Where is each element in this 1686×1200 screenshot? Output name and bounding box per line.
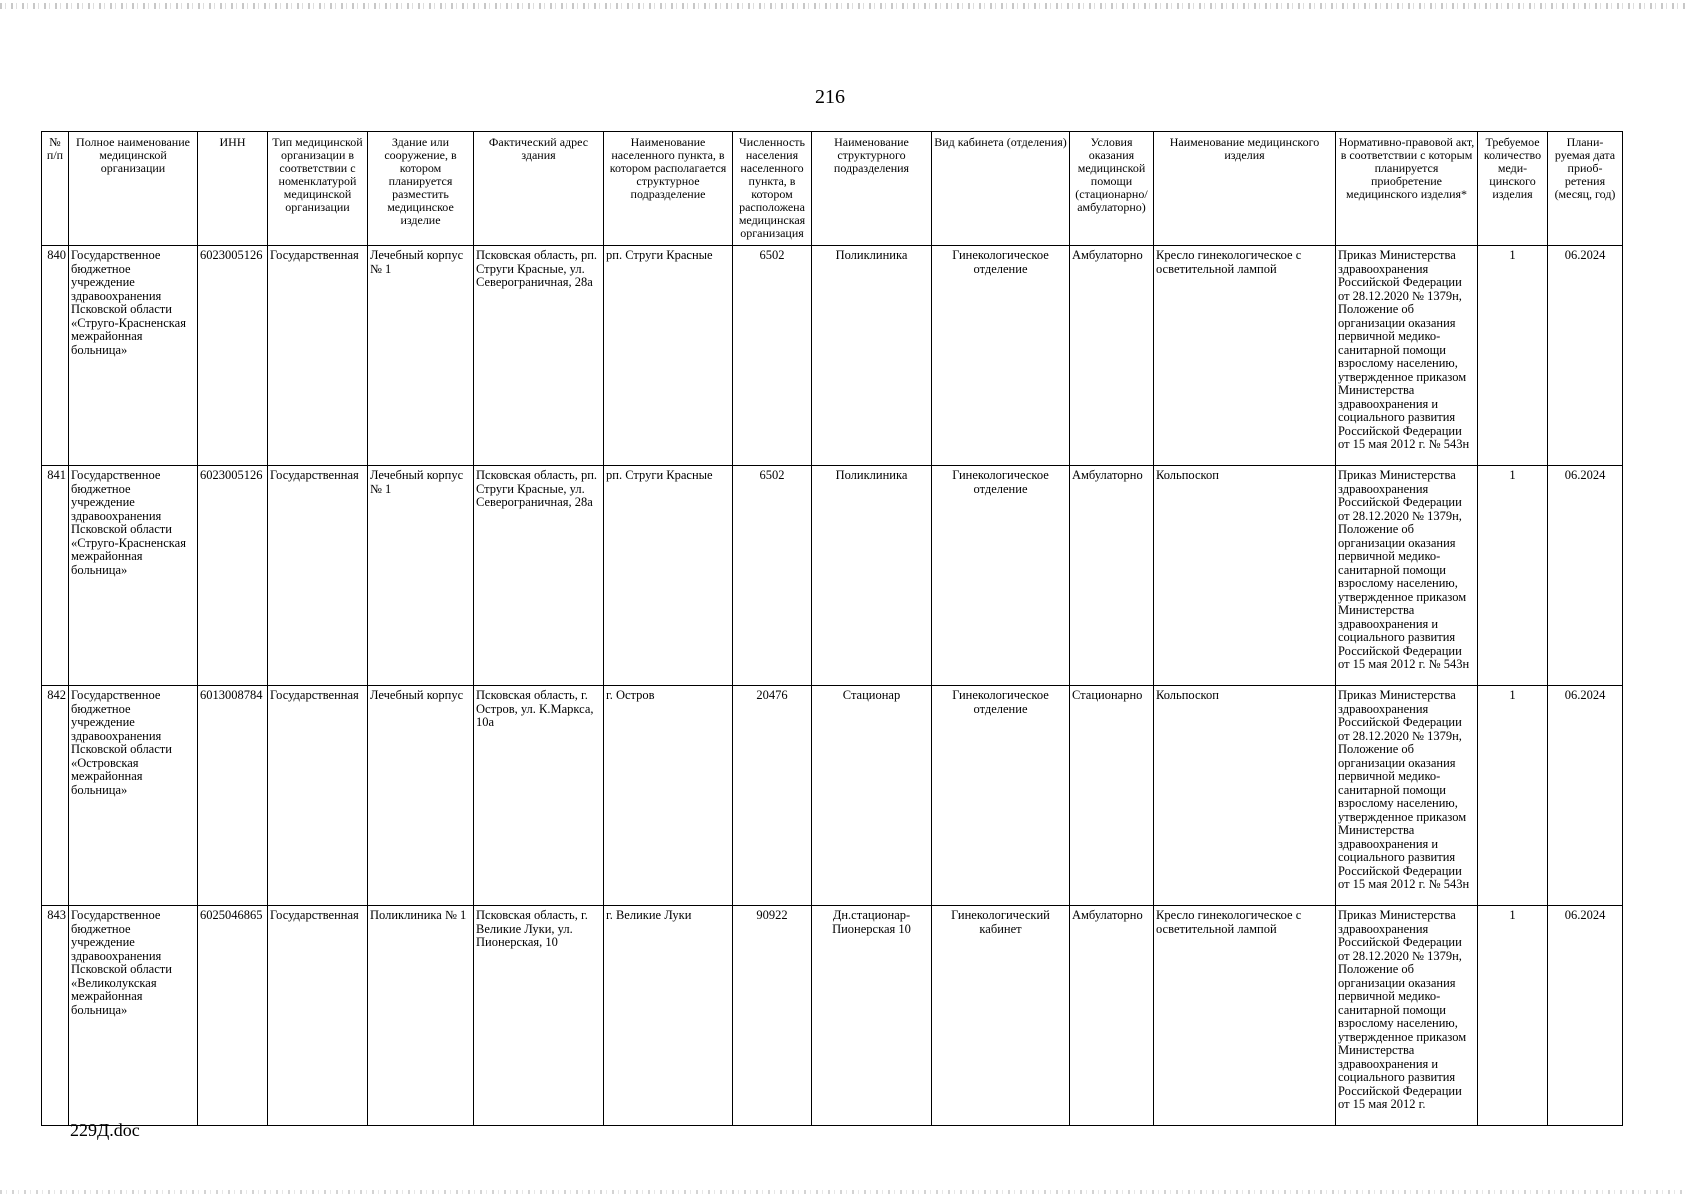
cell-population: 6502: [733, 246, 812, 466]
cell-inn: 6025046865: [198, 906, 268, 1126]
cell-qty: 1: [1478, 466, 1548, 686]
cell-population: 90922: [733, 906, 812, 1126]
cell-room: Гинекологический кабинет: [932, 906, 1070, 1126]
header-num: № п/п: [42, 132, 69, 246]
cell-date: 06.2024: [1548, 686, 1623, 906]
cell-act: Приказ Министерства здравоохранения Российской Федерации от 28.12.2020 № 1379н, Положение об организации оказания первичной медико-санитарной помощи взрослому населению, утвержденное приказом Министерства здравоохранения и социального развития Российской Федерации от 15 мая 2012 г. № 543н: [1336, 466, 1478, 686]
cell-device: Кресло гинекологическое с осветительной лампой: [1154, 246, 1336, 466]
cell-settlement: рп. Струги Красные: [604, 466, 733, 686]
header-settlement: Наименование населенного пункта, в котором располагается структурное подразделение: [604, 132, 733, 246]
cell-num: 843: [42, 906, 69, 1126]
table-row: [42, 686, 1623, 906]
scan-edge-bottom: [0, 1190, 1686, 1194]
cell-room: Гинекологическое отделение: [932, 466, 1070, 686]
cell-num: 840: [42, 246, 69, 466]
cell-device: Кольпоскоп: [1154, 686, 1336, 906]
header-qty: Требуемое количество меди- цинского изделия: [1478, 132, 1548, 246]
header-conditions: Условия оказания медицинской помощи (стационарно/ амбулаторно): [1070, 132, 1154, 246]
cell-unit: Стационар: [812, 686, 932, 906]
header-org: Полное наименование медицинской организации: [69, 132, 198, 246]
cell-org: Государственное бюджетное учреждение здравоохранения Псковской области «Струго-Красненская межрайонная больница»: [69, 466, 198, 686]
cell-building: Поликлиника № 1: [368, 906, 474, 1126]
header-unit: Наименование структурного подразделения: [812, 132, 932, 246]
header-address: Фактический адрес здания: [474, 132, 604, 246]
footer-document-name: 229Д.doc: [70, 1120, 140, 1140]
cell-num: 842: [42, 686, 69, 906]
cell-act: Приказ Министерства здравоохранения Российской Федерации от 28.12.2020 № 1379н, Положение об организации оказания первичной медико-санитарной помощи взрослому населению, утвержденное приказом Министерства здравоохранения и социального развития Российской Федерации от 15 мая 2012 г.: [1336, 906, 1478, 1126]
cell-conditions: Стационарно: [1070, 686, 1154, 906]
cell-building: Лечебный корпус № 1: [368, 246, 474, 466]
cell-date: 06.2024: [1548, 246, 1623, 466]
cell-org: Государственное бюджетное учреждение здравоохранения Псковской области «Островская межрайонная больница»: [69, 686, 198, 906]
cell-address: Псковская область, г. Остров, ул. К.Маркса, 10а: [474, 686, 604, 906]
cell-building: Лечебный корпус: [368, 686, 474, 906]
header-population: Численность населения населенного пункта, в котором расположена медицинская организация: [733, 132, 812, 246]
cell-act: Приказ Министерства здравоохранения Российской Федерации от 28.12.2020 № 1379н, Положение об организации оказания первичной медико-санитарной помощи взрослому населению, утвержденное приказом Министерства здравоохранения и социального развития Российской Федерации от 15 мая 2012 г. № 543н: [1336, 686, 1478, 906]
header-room: Вид кабинета (отделения): [932, 132, 1070, 246]
table-row: [42, 246, 1623, 466]
cell-conditions: Амбулаторно: [1070, 466, 1154, 686]
cell-inn: 6023005126: [198, 246, 268, 466]
cell-type: Государственная: [268, 686, 368, 906]
cell-room: Гинекологическое отделение: [932, 686, 1070, 906]
cell-room: Гинекологическое отделение: [932, 246, 1070, 466]
cell-qty: 1: [1478, 906, 1548, 1126]
cell-inn: 6023005126: [198, 466, 268, 686]
cell-address: Псковская область, г. Великие Луки, ул. Пионерская, 10: [474, 906, 604, 1126]
cell-device: Кольпоскоп: [1154, 466, 1336, 686]
cell-unit: Поликлиника: [812, 466, 932, 686]
cell-building: Лечебный корпус № 1: [368, 466, 474, 686]
cell-type: Государственная: [268, 466, 368, 686]
scan-edge-top: [0, 3, 1686, 9]
header-building: Здание или сооружение, в котором планируется разместить медицинское изделие: [368, 132, 474, 246]
medical-devices-table: [41, 131, 1623, 1126]
header-device: Наименование медицинского изделия: [1154, 132, 1336, 246]
cell-population: 6502: [733, 466, 812, 686]
page-number: 216: [815, 86, 845, 108]
cell-address: Псковская область, рп. Струги Красные, ул. Северограничная, 28а: [474, 246, 604, 466]
cell-conditions: Амбулаторно: [1070, 906, 1154, 1126]
table-row: [42, 466, 1623, 686]
cell-date: 06.2024: [1548, 906, 1623, 1126]
header-type: Тип медицинской организации в соответствии с номенклатурой медицинской организации: [268, 132, 368, 246]
cell-settlement: рп. Струги Красные: [604, 246, 733, 466]
cell-address: Псковская область, рп. Струги Красные, ул. Северограничная, 28а: [474, 466, 604, 686]
cell-population: 20476: [733, 686, 812, 906]
cell-date: 06.2024: [1548, 466, 1623, 686]
header-date: Плани- руемая дата приоб- ретения (месяц, год): [1548, 132, 1623, 246]
cell-type: Государственная: [268, 246, 368, 466]
cell-qty: 1: [1478, 246, 1548, 466]
cell-unit: Поликлиника: [812, 246, 932, 466]
header-act: Нормативно-правовой акт, в соответствии с которым планируется приобретение медицинского изделия*: [1336, 132, 1478, 246]
cell-qty: 1: [1478, 686, 1548, 906]
cell-act: Приказ Министерства здравоохранения Российской Федерации от 28.12.2020 № 1379н, Положение об организации оказания первичной медико-санитарной помощи взрослому населению, утвержденное приказом Министерства здравоохранения и социального развития Российской Федерации от 15 мая 2012 г. № 543н: [1336, 246, 1478, 466]
cell-type: Государственная: [268, 906, 368, 1126]
cell-unit: Дн.стационар-Пионерская 10: [812, 906, 932, 1126]
cell-conditions: Амбулаторно: [1070, 246, 1154, 466]
header-inn: ИНН: [198, 132, 268, 246]
cell-settlement: г. Великие Луки: [604, 906, 733, 1126]
table-header-row: [42, 132, 1623, 246]
cell-num: 841: [42, 466, 69, 686]
cell-settlement: г. Остров: [604, 686, 733, 906]
cell-inn: 6013008784: [198, 686, 268, 906]
cell-org: Государственное бюджетное учреждение здравоохранения Псковской области «Великолукская межрайонная больница»: [69, 906, 198, 1126]
cell-org: Государственное бюджетное учреждение здравоохранения Псковской области «Струго-Красненская межрайонная больница»: [69, 246, 198, 466]
table-row: [42, 906, 1623, 1126]
cell-device: Кресло гинекологическое с осветительной лампой: [1154, 906, 1336, 1126]
